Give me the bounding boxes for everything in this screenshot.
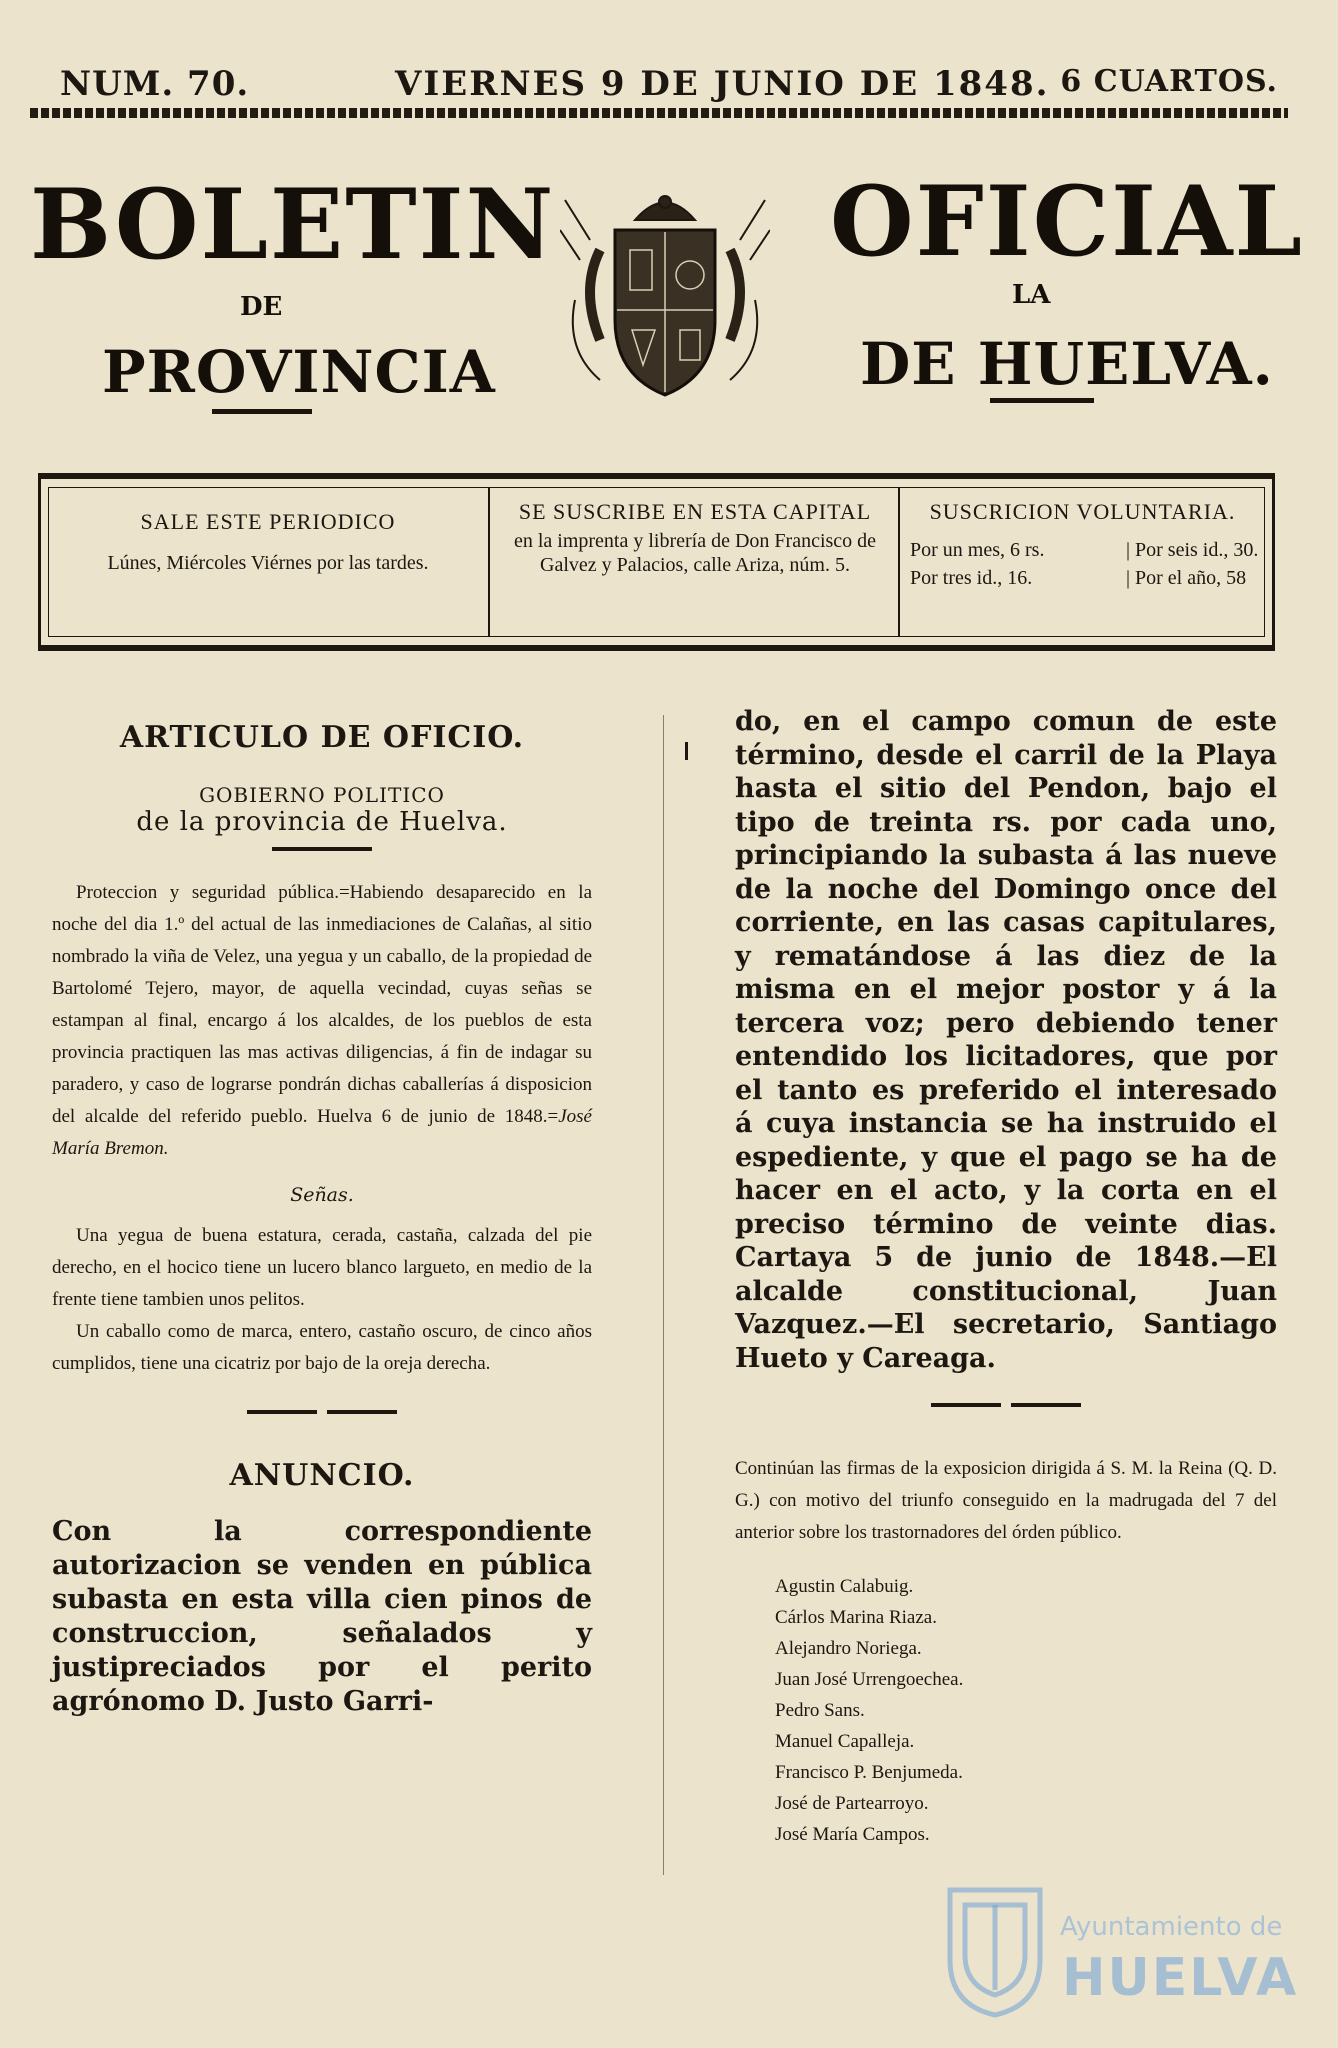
right-column	[735, 705, 1277, 1850]
watermark-city: HUELVA	[1062, 1948, 1299, 2008]
publication-days-cell	[48, 487, 488, 637]
anuncio-heading: ANUNCIO.	[229, 1458, 415, 1493]
list-item: Juan José Urrengoechea.	[775, 1669, 964, 1690]
publication-days-text: Lúnes, Miércoles Viérnes por las tardes.	[107, 552, 429, 574]
rate-one-month: Por un mes, 6 rs.	[910, 539, 1045, 561]
list-item: Cárlos Marina Riaza.	[775, 1607, 937, 1628]
masthead-de: DE	[240, 292, 283, 322]
article-signature: José María Bremon.	[52, 1106, 592, 1159]
archive-watermark	[920, 1850, 1320, 2030]
coat-of-arms-icon	[560, 180, 770, 410]
list-item: Francisco P. Benjumeda.	[775, 1762, 963, 1783]
subscription-rates	[900, 539, 1265, 595]
government-heading: GOBIERNO POLITICO	[199, 783, 445, 807]
list-item: Pedro Sans.	[775, 1700, 865, 1721]
anuncio-text: Con la correspondiente autorizacion se venden en pública subasta en esta villa cien pinos de construccion, señalados y justipreciados por el perito agrónomo D. Justo Garri-	[52, 1516, 592, 1717]
masthead-rule-right	[990, 398, 1094, 403]
list-item: José María Campos.	[775, 1824, 930, 1845]
masthead-de-huelva: DE HUELVA.	[860, 330, 1274, 398]
issue-date: VIERNES 9 DE JUNIO DE 1848.	[395, 64, 1050, 104]
masthead-oficial: OFICIAL	[830, 165, 1304, 278]
list-item: José de Partearroyo.	[775, 1793, 929, 1814]
list-item: Agustin Calabuig.	[775, 1576, 914, 1597]
publication-days-title: SALE ESTE PERIODICO	[140, 509, 396, 534]
article-text: Proteccion y seguridad pública.=Habiendo desaparecido en la noche del dia 1.º del actual de las inmediaciones de Calañas, al sitio nombrado la viña de Velez, una yegua y un caballo, de la propiedad de Bartolomé Tejero, mayor, de aquella vecindad, cuyas señas se estampan al final, encargo á los alcaldes, de los pueblos de esta provincia practiquen las mas activas diligencias, á fin de indagar su paradero, y caso de lograrse pondrán dichas caballerías á disposicion del alcalde del referido pueblo. Huelva 6 de junio de 1848.=	[52, 882, 592, 1127]
anuncio-continuation: do, en el campo comun de este término, desde el carril de la Playa hasta el sitio del Pendon, bajo el tipo de treinta rs. por cada uno, principiando la subasta á las nueve de la noche del Domingo once del corriente, en las casas capitulares, y rematándose á las diez de la misma en el mejor postor y á la tercera voz; pero debiendo tener entendido los licitadores, que por el tanto es preferido el interesado á cuya instancia se ha instruido el espediente, y que el pago se ha de hacer en el acto, y la corta en el preciso término de veinte dias. Cartaya 5 de junio de 1848.—El alcalde constitucional, Juan Vazquez.—El secretario, Santiago Hueto y Careaga.	[735, 706, 1277, 1374]
section-separator-right	[931, 1403, 1081, 1407]
subscription-place-text: en la imprenta y librería de Don Francisco de Galvez y Palacios, calle Ariza, núm. 5.	[513, 530, 877, 576]
senas-horse: Un caballo como de marca, entero, castaño oscuro, de cinco años cumplidos, tiene una cicatriz por bajo de la oreja derecha.	[52, 1321, 592, 1374]
ornament-rule	[30, 108, 1288, 118]
subscription-rates-title: SUSCRICION VOLUNTARIA.	[929, 499, 1236, 524]
rate-six-months: | Por seis id., 30.	[1126, 539, 1259, 561]
column-divider	[663, 715, 664, 1875]
subscription-box	[38, 473, 1275, 651]
watermark-org: Ayuntamiento de	[1060, 1912, 1283, 1942]
subscription-place-cell	[488, 487, 900, 637]
issue-number: NUM. 70.	[60, 64, 250, 104]
masthead-rule-left	[212, 409, 312, 414]
issue-line	[60, 64, 1278, 104]
masthead-boletin: BOLETIN	[30, 168, 556, 281]
rate-one-year: | Por el año, 58	[1126, 567, 1247, 589]
rate-three-months: Por tres id., 16.	[910, 567, 1033, 589]
list-item: Alejandro Noriega.	[775, 1638, 922, 1659]
subscription-place-title: SE SUSCRIBE EN ESTA CAPITAL	[518, 499, 872, 524]
masthead-la: LA	[1012, 280, 1051, 310]
masthead-provincia: PROVINCIA	[102, 338, 496, 406]
senas-mare: Una yegua de buena estatura, cerada, castaña, calzada del pie derecho, en el hocico tiene un lucero blanco largueto, en medio de la frente tiene tambien unos pelitos.	[52, 1225, 592, 1310]
petition-note: Continúan las firmas de la exposicion dirigida á S. M. la Reina (Q. D. G.) con motivo del triunfo conseguido en la madrugada del 7 del anterior sobre los trastornadores del órden público.	[735, 1458, 1277, 1543]
issue-price: 6 CUARTOS.	[1060, 64, 1278, 99]
column-divider-mark	[685, 742, 688, 760]
list-item: Manuel Capalleja.	[775, 1731, 915, 1752]
heading-rule	[272, 847, 372, 851]
section-title: ARTICULO DE OFICIO.	[119, 720, 525, 755]
left-column	[52, 720, 592, 1746]
subscription-rates-cell	[898, 487, 1265, 637]
article-paragraph	[52, 877, 592, 1165]
province-heading: de la provincia de Huelva.	[136, 807, 508, 837]
senas-heading: Señas.	[290, 1184, 354, 1206]
section-separator	[247, 1410, 397, 1414]
city-logo-icon	[940, 1870, 1050, 2020]
signature-list	[735, 1571, 1277, 1850]
